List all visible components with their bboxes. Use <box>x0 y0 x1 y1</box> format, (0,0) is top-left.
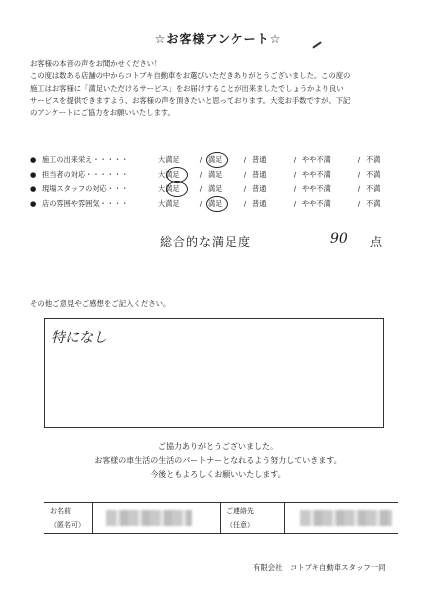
rating-option[interactable]: 不満 <box>366 198 381 208</box>
separator: / <box>293 155 297 164</box>
rating-option[interactable]: 普通 <box>252 155 267 164</box>
bullet-icon: ● <box>30 184 37 193</box>
divider <box>92 503 93 533</box>
intro-line: お客様の本音の声をお聞かせください！ <box>30 59 162 68</box>
contact-sublabel: （任意） <box>226 521 254 529</box>
rating-option[interactable]: 不満 <box>366 184 381 193</box>
rating-option[interactable]: やや不満 <box>302 169 331 179</box>
rating-option[interactable]: 満足 <box>208 198 223 208</box>
bullet-icon: ● <box>30 155 37 164</box>
separator: / <box>243 198 247 208</box>
rating-option[interactable]: やや不満 <box>302 198 331 208</box>
rating-row <box>30 170 420 185</box>
rating-option[interactable]: 大満足 <box>158 198 180 208</box>
rating-question: 施工の出来栄え・・・・・ <box>42 155 129 164</box>
rating-question: 現場スタッフの対応・・・ <box>42 184 129 193</box>
separator: / <box>357 155 361 164</box>
name-sublabel: （匿名可） <box>50 521 85 529</box>
rating-question: 店の雰囲や雰囲気・・・・ <box>42 198 129 208</box>
rating-option[interactable]: 不満 <box>366 169 381 179</box>
rating-option[interactable]: やや不満 <box>302 184 331 193</box>
rating-option[interactable]: 満足 <box>208 184 223 193</box>
thanks-message <box>0 440 436 482</box>
separator: / <box>357 198 361 208</box>
rating-option[interactable]: 普通 <box>252 169 267 179</box>
rating-option[interactable]: 普通 <box>252 198 267 208</box>
rating-option[interactable]: 大満足 <box>158 184 180 193</box>
separator: / <box>199 184 203 193</box>
rating-question: 担当者の対応・・・・・・ <box>42 169 129 179</box>
divider <box>284 503 285 533</box>
overall-unit: 点 <box>370 235 383 249</box>
rating-option[interactable]: やや不満 <box>302 155 331 164</box>
separator: / <box>293 184 297 193</box>
rating-list <box>30 155 420 213</box>
survey-title: ☆お客様アンケート☆ <box>154 32 282 46</box>
rating-options <box>158 184 390 194</box>
separator: / <box>293 169 297 179</box>
overall-satisfaction <box>160 231 400 251</box>
overall-label: 総合的な満足度 <box>160 235 252 249</box>
rating-option[interactable]: 普通 <box>252 184 267 193</box>
rating-options <box>158 199 390 209</box>
name-label: お名前 <box>50 507 71 515</box>
name-cell[interactable] <box>44 503 220 533</box>
contact-label: ご連絡先 <box>226 507 254 515</box>
separator: / <box>293 198 297 208</box>
rating-option[interactable]: 不満 <box>366 155 381 164</box>
thanks-line: 今後ともよろしくお願いいたします。 <box>150 470 286 479</box>
intro-line: 施工はお客様に「満足いただけるサービス」をお届けすることが出来ましたでしょうかより良い <box>30 83 344 93</box>
rating-row <box>30 199 420 214</box>
customer-info-table <box>44 502 398 534</box>
rating-options <box>158 155 390 165</box>
rating-option[interactable]: 満足 <box>208 169 223 179</box>
rating-options <box>158 170 390 180</box>
comment-text: 特になし <box>51 330 107 346</box>
contact-cell[interactable] <box>220 503 398 533</box>
separator: / <box>199 155 203 164</box>
intro-line: サービスを提供できますよう、お客様の声を頂きたいと思っております。大変お手数ですが、下記 <box>30 95 351 105</box>
intro-line: のアンケートにご協力をお願いいたします。 <box>30 108 175 118</box>
thanks-line: ご協力ありがとうございました。 <box>158 442 278 451</box>
separator: / <box>243 155 247 164</box>
intro-text <box>30 58 420 119</box>
rating-option[interactable]: 満足 <box>208 155 223 164</box>
separator: / <box>357 184 361 193</box>
intro-line: この度は数ある店舗の中からコトブキ自動車をお選びいただきありがとうございました。この度の <box>30 71 351 81</box>
separator: / <box>243 169 247 179</box>
separator: / <box>199 169 203 179</box>
overall-score[interactable]: 90 <box>330 231 348 247</box>
separator: / <box>357 169 361 179</box>
bullet-icon: ● <box>30 169 37 179</box>
redacted-contact <box>300 510 392 526</box>
comment-box[interactable] <box>44 318 384 428</box>
thanks-line: お客様の車生活の生活のパートナーとなれるよう努力していきます。 <box>94 456 342 465</box>
signature: 有限会社 コトブキ自動車スタッフ一同 <box>253 563 386 572</box>
separator: / <box>243 184 247 193</box>
comments-prompt: その他ご意見やご感想をご記入ください。 <box>30 299 171 308</box>
rating-option[interactable]: 大満足 <box>158 155 180 164</box>
rating-row <box>30 184 420 199</box>
rating-row <box>30 155 420 170</box>
bullet-icon: ● <box>30 198 37 208</box>
rating-option[interactable]: 大満足 <box>158 169 180 179</box>
redacted-name <box>106 510 192 526</box>
separator: / <box>199 198 203 208</box>
